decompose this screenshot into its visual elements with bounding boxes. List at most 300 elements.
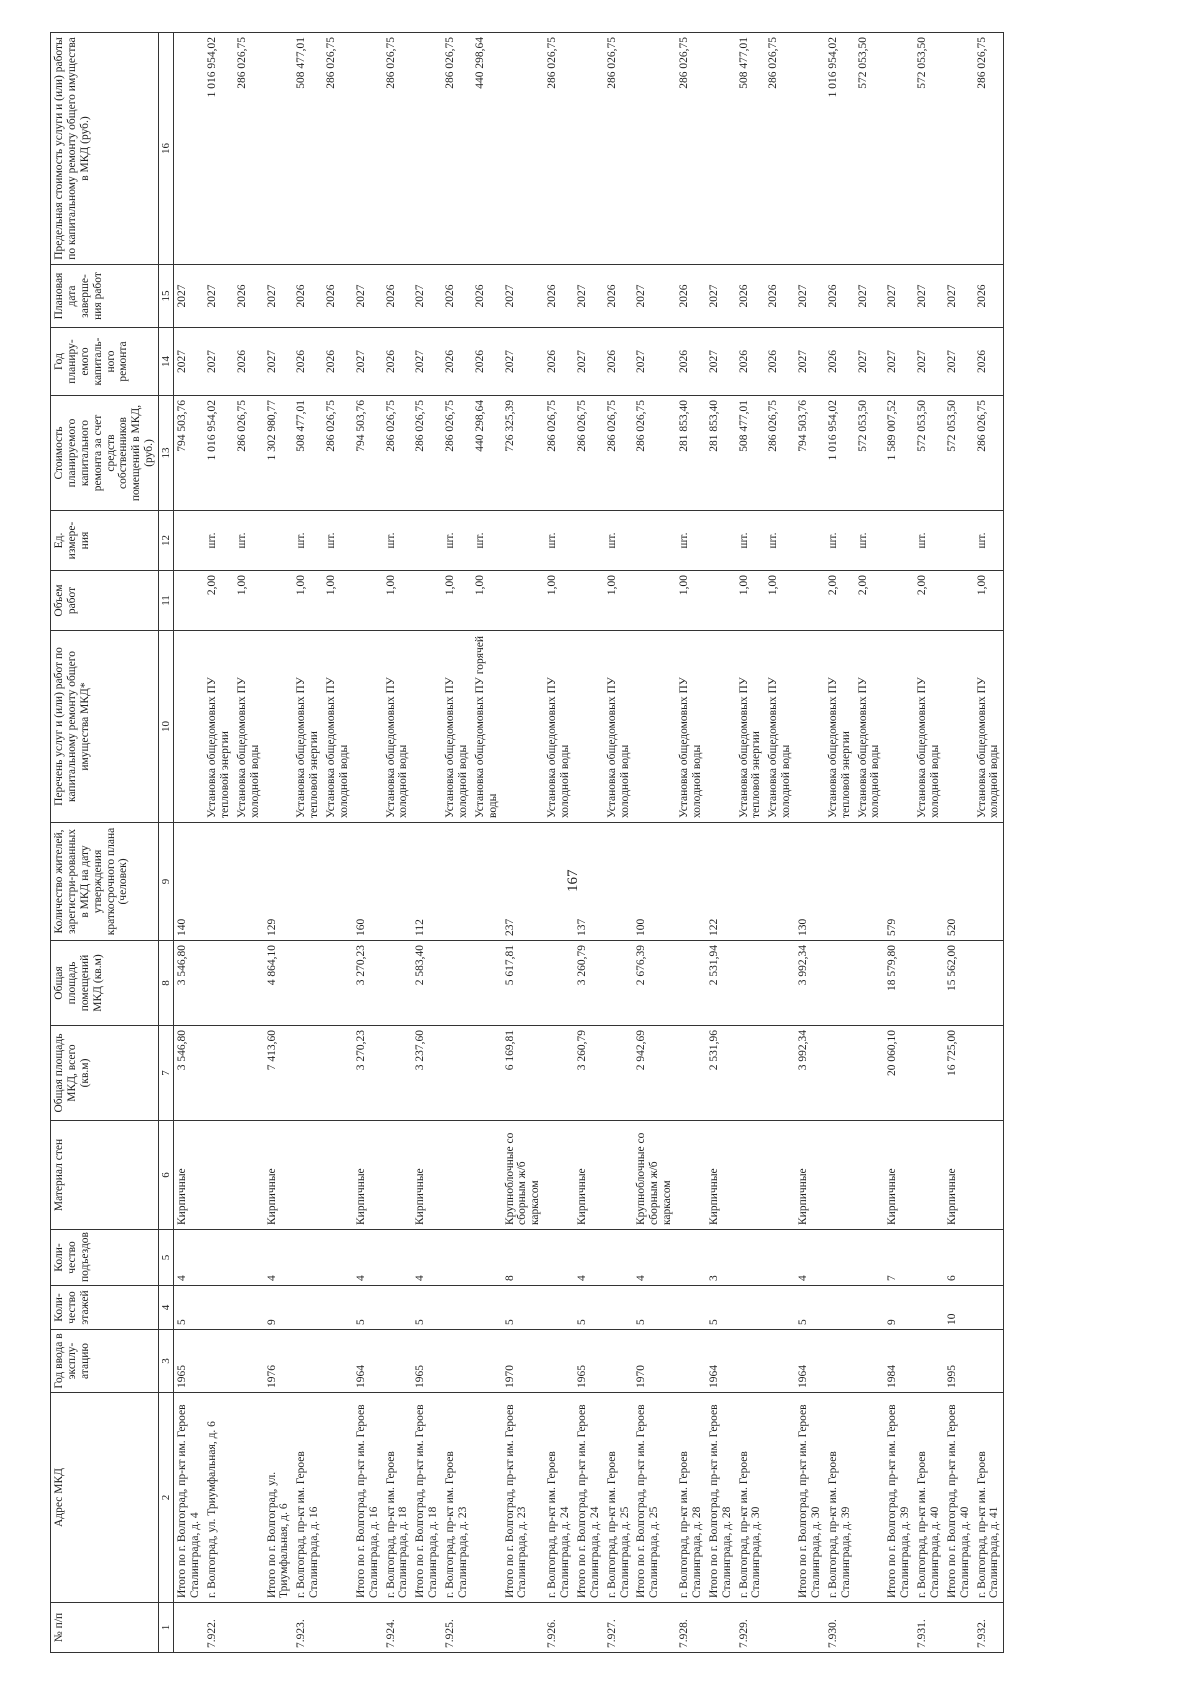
table-cell: 3 546,80 (174, 941, 204, 1026)
table-cell: г. Волгоград, пр-кт им. Героев Сталинграда, д. 25 (604, 1393, 634, 1603)
table-cell: 2026 (544, 328, 574, 396)
table-cell (323, 1330, 353, 1393)
table-cell: 140 (174, 823, 204, 941)
table-cell: 5 (502, 1286, 545, 1330)
table-cell (736, 1330, 766, 1393)
table-cell: 281 853,40 (676, 396, 706, 511)
table-cell: 286 026,75 (604, 396, 634, 511)
table-cell (264, 571, 294, 631)
table-cell (323, 941, 353, 1026)
table-cell (574, 571, 604, 631)
table-cell: 1,00 (676, 571, 706, 631)
table-cell: Кирпичные (353, 1121, 383, 1230)
table-cell (884, 511, 914, 571)
table-cell: 18 579,80 (884, 941, 914, 1026)
table-cell: г. Волгоград, пр-кт им. Героев Сталинграда, д. 16 (293, 1393, 323, 1603)
table-cell (825, 1286, 855, 1330)
table-cell (502, 33, 545, 265)
table-cell: 6 (944, 1230, 974, 1286)
table-cell: 7.925. (442, 1603, 472, 1653)
table-cell: 1 016 954,02 (825, 396, 855, 511)
table-cell (442, 1230, 472, 1286)
table-cell: 1964 (353, 1330, 383, 1393)
table-cell (604, 1330, 634, 1393)
column-header: Предельная стоимость услуги и (или) работы по капитальному ремонту общего имущества в МКД (руб.) (51, 33, 159, 265)
table-cell: шт. (914, 511, 944, 571)
table-cell (442, 1286, 472, 1330)
table-row (795, 33, 825, 1653)
table-cell: 2026 (234, 265, 264, 328)
table-cell (234, 1026, 264, 1121)
table-cell (323, 1230, 353, 1286)
table-cell: 1 016 954,02 (204, 396, 234, 511)
column-header: Объем работ (51, 571, 159, 631)
table-cell (604, 1230, 634, 1286)
table-cell: 286 026,75 (676, 33, 706, 265)
table-cell: 286 026,75 (765, 33, 795, 265)
column-number: 5 (159, 1230, 174, 1286)
table-cell (544, 1121, 574, 1230)
table-cell (795, 1603, 825, 1653)
table-cell: 1,00 (974, 571, 1004, 631)
table-cell: 572 053,50 (914, 33, 944, 265)
table-cell: 160 (353, 823, 383, 941)
table-cell: 3 237,60 (412, 1026, 442, 1121)
table-cell: 2026 (825, 328, 855, 396)
table-cell: 7.932. (974, 1603, 1004, 1653)
table-cell (825, 1330, 855, 1393)
table-cell: 286 026,75 (765, 396, 795, 511)
header-row (51, 33, 159, 1653)
table-cell (633, 1603, 676, 1653)
table-cell: 286 026,75 (323, 33, 353, 265)
table-cell: 2027 (855, 265, 885, 328)
table-cell: Итого по г. Волгоград, пр-кт им. Героев Сталинграда, д. 16 (353, 1393, 383, 1603)
table-cell: 286 026,75 (234, 396, 264, 511)
column-header: Материал стен (51, 1121, 159, 1230)
table-row (472, 33, 502, 1653)
table-cell: 1,00 (544, 571, 574, 631)
table-cell (544, 1330, 574, 1393)
table-cell (502, 1603, 545, 1653)
table-cell: 286 026,75 (974, 33, 1004, 265)
table-cell: 508 477,01 (293, 396, 323, 511)
table-cell: Установка общедомовых ПУ холодной воды (234, 631, 264, 823)
table-cell: 440 298,64 (472, 396, 502, 511)
table-cell: 4 (353, 1230, 383, 1286)
table-cell: 1964 (795, 1330, 825, 1393)
table-cell (795, 33, 825, 265)
table-cell: Кирпичные (795, 1121, 825, 1230)
table-cell (234, 941, 264, 1026)
column-number: 6 (159, 1121, 174, 1230)
table-cell (676, 1286, 706, 1330)
table-cell (383, 1330, 413, 1393)
table-cell: 1965 (412, 1330, 442, 1393)
table-cell: шт. (234, 511, 264, 571)
table-cell: 286 026,75 (412, 396, 442, 511)
table-cell (323, 1393, 353, 1603)
table-cell: 5 (353, 1286, 383, 1330)
table-cell (502, 571, 545, 631)
table-cell: 3 260,79 (574, 1026, 604, 1121)
table-cell (765, 1330, 795, 1393)
table-cell (544, 1026, 574, 1121)
table-row (974, 33, 1004, 1653)
table-cell: 7.923. (293, 1603, 323, 1653)
table-cell (204, 1026, 234, 1121)
table-cell: 2027 (706, 328, 736, 396)
table-cell: 2027 (633, 328, 676, 396)
table-cell (825, 1026, 855, 1121)
table-cell (293, 1121, 323, 1230)
table-cell (944, 631, 974, 823)
table-cell: 2026 (676, 265, 706, 328)
table-cell (174, 571, 204, 631)
table-cell (174, 631, 204, 823)
table-cell: Кирпичные (264, 1121, 294, 1230)
table-cell (472, 1330, 502, 1393)
table-cell: шт. (383, 511, 413, 571)
table-row (323, 33, 353, 1653)
table-cell: 3 992,34 (795, 1026, 825, 1121)
table-cell (974, 1026, 1004, 1121)
table-cell: 440 298,64 (472, 33, 502, 265)
table-cell (974, 1330, 1004, 1393)
table-cell (914, 1286, 944, 1330)
table-cell (855, 941, 885, 1026)
table-cell (383, 1286, 413, 1330)
table-cell (472, 1121, 502, 1230)
table-cell (234, 1286, 264, 1330)
table-row (174, 33, 204, 1653)
table-cell: шт. (825, 511, 855, 571)
table-cell: 10 (944, 1286, 974, 1330)
table-cell (604, 1026, 634, 1121)
table-cell: 2027 (412, 328, 442, 396)
table-cell: Итого по г. Волгоград, пр-кт им. Героев Сталинграда, д. 30 (795, 1393, 825, 1603)
table-cell: Кирпичные (574, 1121, 604, 1230)
table-cell: 130 (795, 823, 825, 941)
column-header: Количество жителей, зарегистри-рованных в МКД на дату утверждения краткосрочного плана (человек) (51, 823, 159, 941)
table-cell (914, 1230, 944, 1286)
table-cell: 286 026,75 (544, 33, 574, 265)
table-cell: 2 583,40 (412, 941, 442, 1026)
table-cell (544, 1286, 574, 1330)
table-cell: г. Волгоград, пр-кт им. Героев Сталинграда, д. 24 (544, 1393, 574, 1603)
table-cell: 281 853,40 (706, 396, 736, 511)
table-cell: Установка общедомовых ПУ холодной воды (442, 631, 472, 823)
table-cell: 286 026,75 (383, 396, 413, 511)
table-cell (323, 1121, 353, 1230)
column-header: Перечень услуг и (или) работ по капитальному ремонту общего имущества МКД* (51, 631, 159, 823)
table-cell (914, 1026, 944, 1121)
table-cell: Установка общедомовых ПУ тепловой энергии (736, 631, 766, 823)
table-cell (472, 1393, 502, 1603)
table-cell (855, 1603, 885, 1653)
table-row (412, 33, 442, 1653)
table-cell: Итого по г. Волгоград, пр-кт им. Героев Сталинграда, д. 40 (944, 1393, 974, 1603)
table-cell (795, 571, 825, 631)
table-cell: шт. (676, 511, 706, 571)
table-cell: 2026 (604, 328, 634, 396)
table-cell: 2027 (412, 265, 442, 328)
table-cell (633, 571, 676, 631)
table-cell (706, 1603, 736, 1653)
table-cell: 7.931. (914, 1603, 944, 1653)
table-cell: 2027 (502, 265, 545, 328)
table-cell (293, 1330, 323, 1393)
table-cell: 794 503,76 (353, 396, 383, 511)
table-cell (855, 1230, 885, 1286)
column-number: 1 (159, 1603, 174, 1653)
table-cell: 286 026,75 (544, 396, 574, 511)
table-cell (442, 1121, 472, 1230)
table-cell: 6 169,81 (502, 1026, 545, 1121)
table-cell (855, 1121, 885, 1230)
table-cell: 2026 (676, 328, 706, 396)
table-cell (676, 1121, 706, 1230)
table-cell (442, 941, 472, 1026)
table-cell: 1 016 954,02 (825, 33, 855, 265)
table-cell: 2026 (544, 265, 574, 328)
table-row (765, 33, 795, 1653)
table-cell (676, 823, 706, 941)
table-cell (765, 941, 795, 1026)
column-header: № п/п (51, 1603, 159, 1653)
table-cell: 2027 (884, 328, 914, 396)
table-cell: 1 302 980,77 (264, 396, 294, 511)
table-cell: 7.922. (204, 1603, 234, 1653)
table-cell: 794 503,76 (795, 396, 825, 511)
table-cell (795, 631, 825, 823)
table-cell: 2027 (353, 328, 383, 396)
table-cell (736, 941, 766, 1026)
column-header: Общая площадь МКД, всего (кв.м) (51, 1026, 159, 1121)
table-cell (204, 823, 234, 941)
table-cell (383, 1230, 413, 1286)
table-cell: 2027 (944, 328, 974, 396)
table-cell (914, 1121, 944, 1230)
table-cell (412, 511, 442, 571)
table-cell (234, 1330, 264, 1393)
table-cell: Установка общедомовых ПУ холодной воды (323, 631, 353, 823)
table-cell: 286 026,75 (442, 396, 472, 511)
column-header: Плановая дата заверше-ния работ (51, 265, 159, 328)
table-cell: Установка общедомовых ПУ холодной воды (544, 631, 574, 823)
column-number: 3 (159, 1330, 174, 1393)
table-cell: 7.924. (383, 1603, 413, 1653)
table-cell (442, 1026, 472, 1121)
table-cell (574, 1603, 604, 1653)
table-cell: г. Волгоград, пр-кт им. Героев Сталинграда, д. 28 (676, 1393, 706, 1603)
table-cell: 4 864,10 (264, 941, 294, 1026)
table-cell (676, 941, 706, 1026)
table-cell: 2026 (323, 328, 353, 396)
table-cell: 1995 (944, 1330, 974, 1393)
table-cell (204, 1330, 234, 1393)
table-cell: 2026 (442, 328, 472, 396)
table-cell (264, 511, 294, 571)
table-cell (633, 33, 676, 265)
table-cell: 4 (633, 1230, 676, 1286)
table-cell (706, 33, 736, 265)
table-cell: 1965 (174, 1330, 204, 1393)
table-cell (974, 1121, 1004, 1230)
table-cell (736, 1121, 766, 1230)
table-cell: 2026 (974, 265, 1004, 328)
table-cell (204, 1121, 234, 1230)
table-cell: 2027 (633, 265, 676, 328)
table-cell (234, 1603, 264, 1653)
table-cell: Итого по г. Волгоград, пр-кт им. Героев Сталинграда, д. 25 (633, 1393, 676, 1603)
table-cell: 286 026,75 (234, 33, 264, 265)
table-cell (914, 941, 944, 1026)
table-cell (204, 1286, 234, 1330)
table-cell: Установка общедомовых ПУ холодной воды (914, 631, 944, 823)
table-cell (442, 823, 472, 941)
table-cell: Кирпичные (944, 1121, 974, 1230)
column-header: Адрес МКД (51, 1393, 159, 1603)
table-cell (323, 1286, 353, 1330)
table-row (855, 33, 885, 1653)
table-cell: 4 (412, 1230, 442, 1286)
table-cell: 5 617,81 (502, 941, 545, 1026)
table-cell (944, 571, 974, 631)
table-cell (736, 1286, 766, 1330)
table-cell (974, 941, 1004, 1026)
table-cell (383, 941, 413, 1026)
table-cell: 129 (264, 823, 294, 941)
table-cell: 1,00 (383, 571, 413, 631)
table-cell: Кирпичные (174, 1121, 204, 1230)
table-cell: шт. (442, 511, 472, 571)
table-cell (736, 1230, 766, 1286)
column-header: Коли-чество подъездов (51, 1230, 159, 1286)
table-cell: 2027 (795, 265, 825, 328)
table-cell (472, 1603, 502, 1653)
table-cell (884, 1603, 914, 1653)
table-cell: 112 (412, 823, 442, 941)
table-cell (234, 1230, 264, 1286)
column-number-row (159, 33, 174, 1653)
table-row (706, 33, 736, 1653)
table-cell: 2027 (706, 265, 736, 328)
table-cell: 7.930. (825, 1603, 855, 1653)
table-cell: 7.929. (736, 1603, 766, 1653)
table-cell: 9 (264, 1286, 294, 1330)
table-cell: 9 (884, 1286, 914, 1330)
table-cell: 4 (795, 1230, 825, 1286)
table-cell: г. Волгоград, пр-кт им. Героев Сталинграда, д. 41 (974, 1393, 1004, 1603)
table-cell: 3 992,34 (795, 941, 825, 1026)
table-cell: 1,00 (442, 571, 472, 631)
table-cell: 286 026,75 (323, 396, 353, 511)
table-cell (204, 1230, 234, 1286)
table-cell: 2026 (604, 265, 634, 328)
table-cell: 2,00 (914, 571, 944, 631)
table-cell: Установка общедомовых ПУ холодной воды (383, 631, 413, 823)
table-row (234, 33, 264, 1653)
table-cell (604, 823, 634, 941)
table-cell (442, 1330, 472, 1393)
table-cell (323, 1026, 353, 1121)
table-cell (383, 823, 413, 941)
table-cell: шт. (204, 511, 234, 571)
table-cell (765, 1603, 795, 1653)
table-cell (765, 823, 795, 941)
table-row (825, 33, 855, 1653)
table-cell: 794 503,76 (174, 396, 204, 511)
table-cell: 2 531,96 (706, 1026, 736, 1121)
table-cell (412, 631, 442, 823)
table-row (353, 33, 383, 1653)
table-body (174, 33, 1004, 1653)
table-cell: Кирпичные (884, 1121, 914, 1230)
table-cell (825, 1121, 855, 1230)
table-cell: 2026 (974, 328, 1004, 396)
table-cell: 2026 (293, 328, 323, 396)
table-cell: 237 (502, 823, 545, 941)
table-cell: г. Волгоград, пр-кт им. Героев Сталинграда, д. 30 (736, 1393, 766, 1603)
column-number: 15 (159, 265, 174, 328)
table-cell: 2027 (914, 328, 944, 396)
column-number: 9 (159, 823, 174, 941)
rotated-table-page (50, 33, 1070, 1653)
table-cell (502, 631, 545, 823)
table-cell (174, 1603, 204, 1653)
table-cell: 2027 (944, 265, 974, 328)
table-cell (353, 33, 383, 265)
column-number: 10 (159, 631, 174, 823)
table-row (544, 33, 574, 1653)
table-cell (353, 511, 383, 571)
column-number: 7 (159, 1026, 174, 1121)
table-cell (825, 1230, 855, 1286)
table-cell (574, 33, 604, 265)
table-cell (736, 1026, 766, 1121)
table-cell: шт. (323, 511, 353, 571)
table-cell: 20 060,10 (884, 1026, 914, 1121)
table-cell: 5 (706, 1286, 736, 1330)
table-cell (974, 1286, 1004, 1330)
table-cell: 1,00 (323, 571, 353, 631)
table-cell: г. Волгоград, ул. Триумфальная, д. 6 (204, 1393, 234, 1603)
table-cell: 2027 (264, 328, 294, 396)
table-cell: 5 (174, 1286, 204, 1330)
table-cell: 508 477,01 (293, 33, 323, 265)
table-cell (855, 1393, 885, 1603)
table-cell: 137 (574, 823, 604, 941)
table-cell: 2027 (855, 328, 885, 396)
table-cell: 4 (174, 1230, 204, 1286)
column-header: Общая площадь помещений МКД (кв.м) (51, 941, 159, 1026)
table-row (676, 33, 706, 1653)
table-cell (174, 511, 204, 571)
table-cell: 3 260,79 (574, 941, 604, 1026)
table-cell (174, 33, 204, 265)
table-cell: 508 477,01 (736, 396, 766, 511)
table-cell: Кирпичные (706, 1121, 736, 1230)
table-cell (472, 941, 502, 1026)
table-cell (472, 1026, 502, 1121)
table-cell: Итого по г. Волгоград, ул. Триумфальная, д. 6 (264, 1393, 294, 1603)
table-cell: 2026 (383, 265, 413, 328)
table-cell (765, 1121, 795, 1230)
table-cell: 2026 (472, 328, 502, 396)
table-cell (293, 1230, 323, 1286)
table-cell: 100 (633, 823, 676, 941)
